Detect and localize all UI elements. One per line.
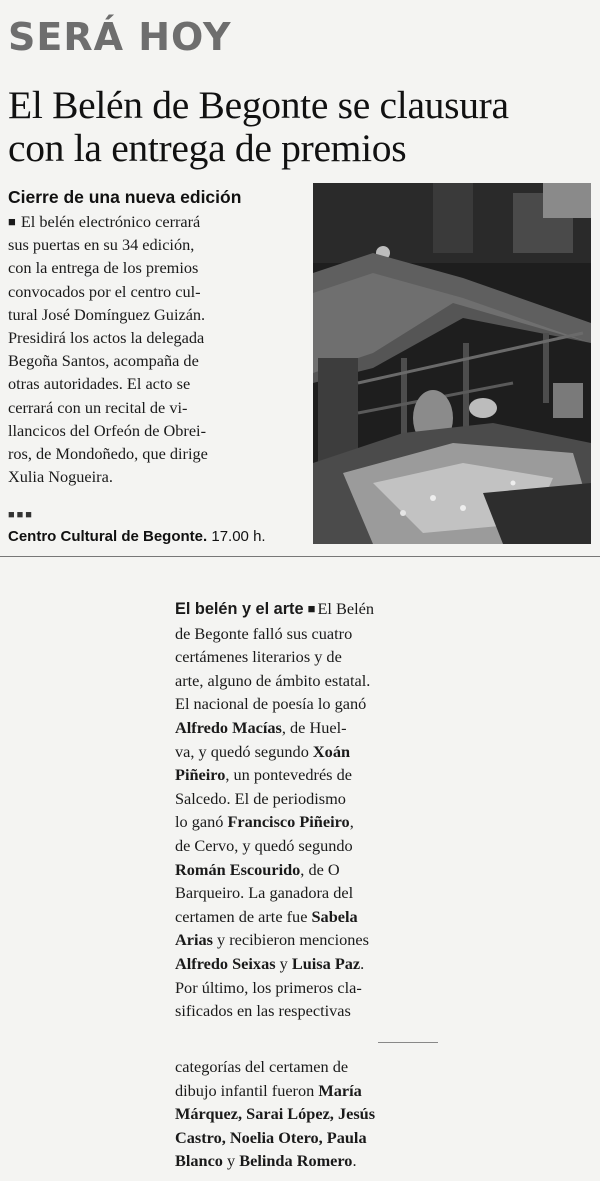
brief-line: Begoña Santos, acompaña de xyxy=(8,351,199,371)
body-line: Castro, Noelia Otero, Paula xyxy=(175,1127,367,1147)
body-lead: El belén y el arte xyxy=(175,600,304,618)
body-line: Arias y recibieron menciones xyxy=(175,930,369,950)
brief-title: Cierre de una nueva edición xyxy=(8,187,242,207)
nativity-scene-photo xyxy=(313,183,591,544)
nativity-scene-illustration xyxy=(313,183,591,544)
body-line: Márquez, Sarai López, Jesús xyxy=(175,1104,376,1124)
brief-line: Xulia Nogueira. xyxy=(8,467,113,487)
body-line: Piñeiro, un pontevedrés de xyxy=(175,765,352,785)
brief-line: convocados por el centro cul- xyxy=(8,281,201,301)
headline-line: con la entrega de premios xyxy=(8,126,407,170)
body-line: El nacional de poesía lo ganó xyxy=(175,694,367,714)
venue-line xyxy=(8,527,266,547)
body-line: Salcedo. El de periodismo xyxy=(175,788,346,808)
body-line: El belén y el arte ■ El Belén xyxy=(175,599,374,618)
separator-dots: ■■■ xyxy=(8,509,34,521)
body-line: Román Escourido, de O xyxy=(175,859,340,879)
body-line: categorías del certamen de xyxy=(175,1057,349,1076)
body-line: arte, alguno de ámbito estatal. xyxy=(175,670,371,690)
body-line: certámenes literarios y de xyxy=(175,647,342,667)
brief-line: sus puertas en su 34 edición, xyxy=(8,235,195,255)
section-divider xyxy=(0,556,600,557)
brief-line: llancicos del Orfeón de Obrei- xyxy=(8,420,207,440)
square-bullet-icon: ■ xyxy=(307,601,316,616)
brief-line: cerrará con un recital de vi- xyxy=(8,397,188,417)
body-line: Blanco y Belinda Romero. xyxy=(175,1151,357,1171)
headline xyxy=(8,84,593,170)
section-kicker: SERÁ HOY xyxy=(8,15,232,59)
body-line: dibujo infantil fueron María xyxy=(175,1080,362,1100)
article-body-continued xyxy=(175,1055,450,1173)
body-line: Barqueiro. La ganadora del xyxy=(175,883,354,903)
body-line: Por último, los primeros cla- xyxy=(175,977,362,997)
body-line: de Begonte falló sus cuatro xyxy=(175,623,353,643)
article-body xyxy=(175,597,450,1023)
brief-line: Presidirá los actos la delegada xyxy=(8,328,205,348)
body-line: lo ganó Francisco Piñeiro, xyxy=(175,812,354,832)
venue-time: 17.00 h. xyxy=(211,528,266,545)
body-line: certamen de arte fue Sabela xyxy=(175,906,358,926)
body-line: sificados en las respectivas xyxy=(175,1001,351,1021)
body-line: Alfredo Macías, de Huel- xyxy=(175,717,347,737)
brief-line: ■ El belén electrónico cerrará xyxy=(8,212,201,231)
brief-text xyxy=(8,210,308,488)
headline-line: El Belén de Begonte se clausura xyxy=(8,83,509,127)
body-line: de Cervo, y quedó segundo xyxy=(175,835,353,855)
square-bullet-icon: ■ xyxy=(8,214,16,229)
venue-name: Centro Cultural de Begonte. xyxy=(8,528,208,545)
body-line: va, y quedó segundo Xoán xyxy=(175,741,351,761)
brief-line: con la entrega de los premios xyxy=(8,258,199,278)
column-break-rule xyxy=(378,1042,438,1043)
brief-line: otras autoridades. El acto se xyxy=(8,374,191,394)
brief-line: tural José Domínguez Guizán. xyxy=(8,304,206,324)
body-line: Alfredo Seixas y Luisa Paz. xyxy=(175,953,365,973)
brief-line: ros, de Mondoñedo, que dirige xyxy=(8,444,208,464)
